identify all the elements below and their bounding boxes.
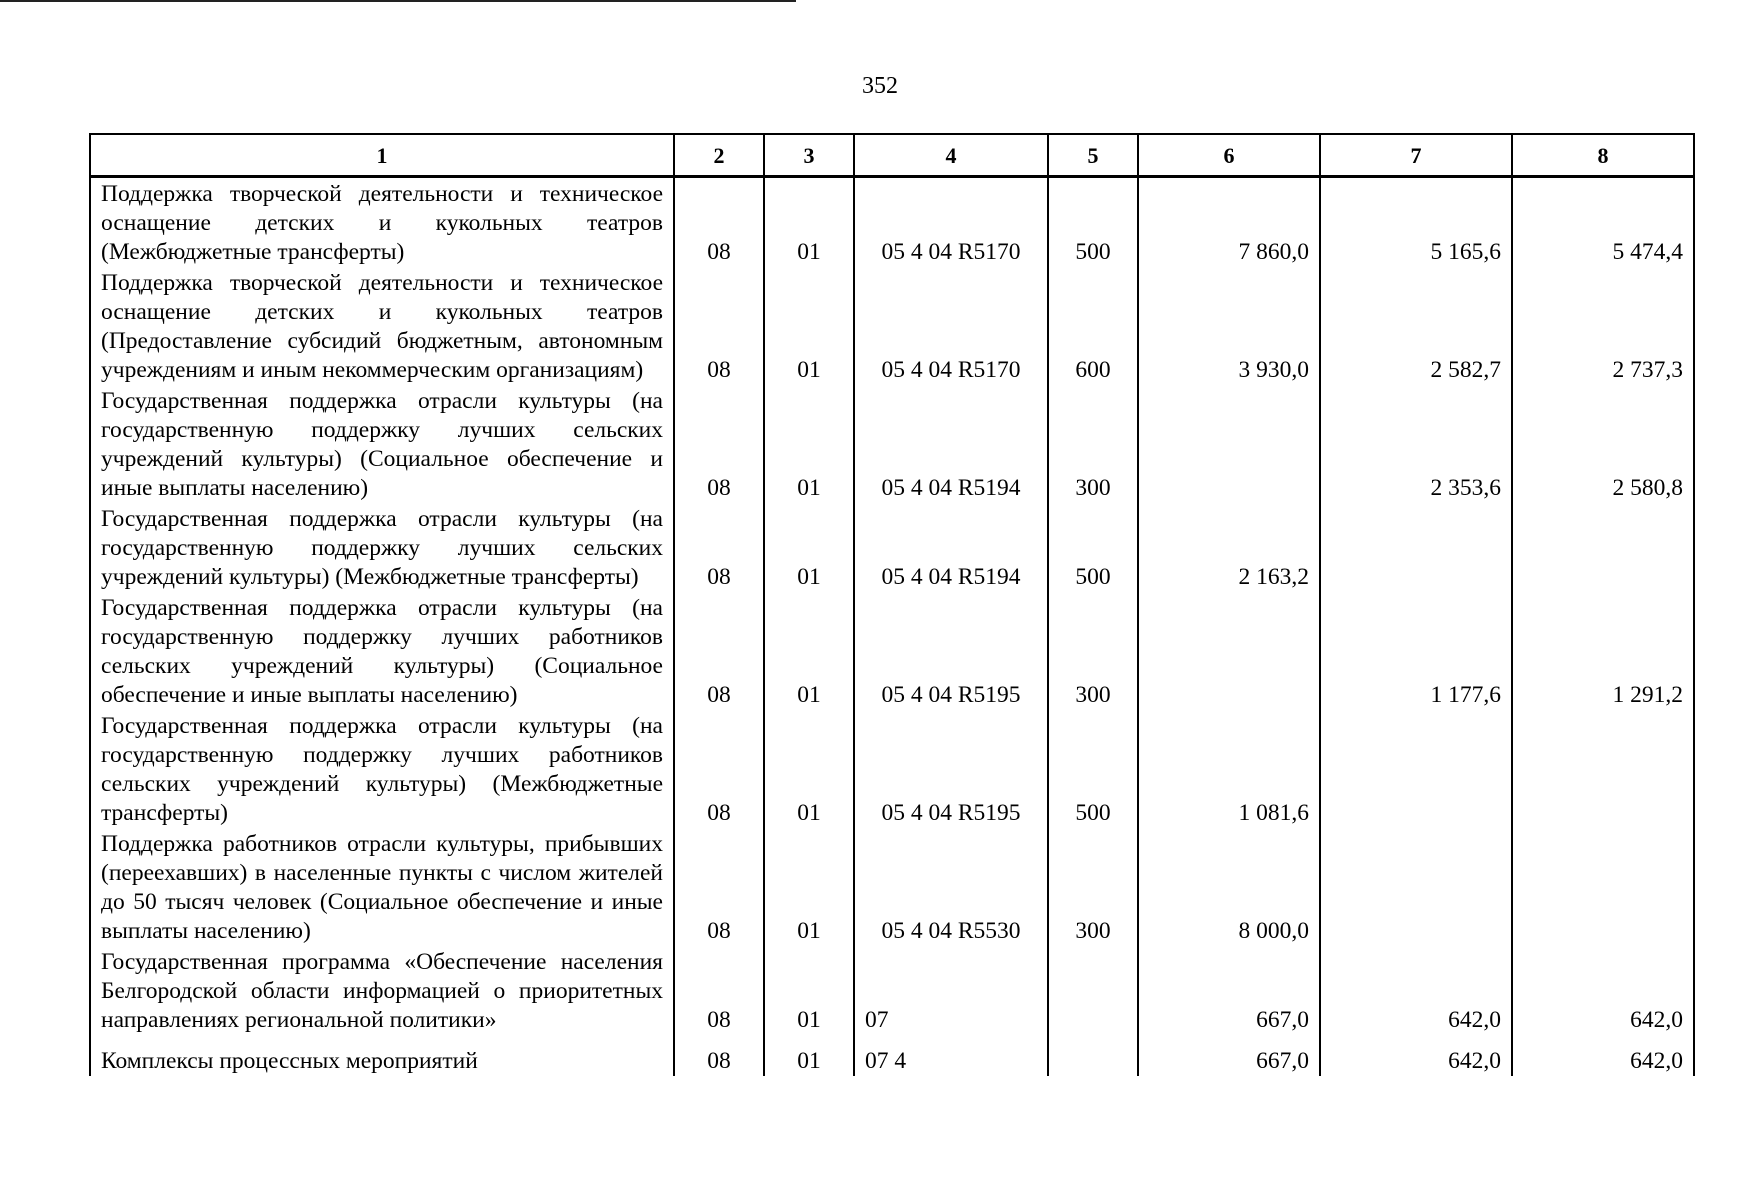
header-row (90, 134, 1694, 177)
budget-table (89, 133, 1695, 1076)
subsection-code: 01 (764, 592, 854, 710)
amount-col-8: 2 737,3 (1512, 267, 1694, 385)
subsection-code: 01 (764, 267, 854, 385)
column-header-1: 1 (90, 134, 674, 177)
amount-col-6: 7 860,0 (1138, 177, 1320, 268)
expense-type-code: 600 (1048, 267, 1138, 385)
amount-col-7: 2 353,6 (1320, 385, 1512, 503)
row-description: Поддержка творческой деятельности и техническое оснащение детских и кукольных театров (Предоставление субсидий бюджетным, автономным учреждениям и иным некоммерческим организациям) (90, 267, 674, 385)
top-rule (0, 0, 796, 2)
expense-type-code: 300 (1048, 592, 1138, 710)
amount-col-7: 1 177,6 (1320, 592, 1512, 710)
amount-col-8: 5 474,4 (1512, 177, 1694, 268)
section-code: 08 (674, 828, 764, 946)
column-header-8: 8 (1512, 134, 1694, 177)
amount-col-7: 5 165,6 (1320, 177, 1512, 268)
subsection-code: 01 (764, 828, 854, 946)
amount-col-6: 1 081,6 (1138, 710, 1320, 828)
column-header-7: 7 (1320, 134, 1512, 177)
section-code: 08 (674, 1035, 764, 1076)
column-header-6: 6 (1138, 134, 1320, 177)
subsection-code: 01 (764, 177, 854, 268)
row-description: Государственная поддержка отрасли культуры (на государственную поддержку лучших сельских учреждений культуры) (Социальное обеспечение и иные выплаты населению) (90, 385, 674, 503)
section-code: 08 (674, 267, 764, 385)
amount-col-8: 642,0 (1512, 1035, 1694, 1076)
table-row (90, 592, 1694, 710)
section-code: 08 (674, 503, 764, 592)
target-article-code: 07 4 (854, 1035, 1048, 1076)
expense-type-code (1048, 946, 1138, 1035)
section-code: 08 (674, 177, 764, 268)
amount-col-8 (1512, 710, 1694, 828)
amount-col-6 (1138, 592, 1320, 710)
amount-col-8 (1512, 503, 1694, 592)
expense-type-code (1048, 1035, 1138, 1076)
row-description: Комплексы процессных мероприятий (90, 1035, 674, 1076)
target-article-code: 05 4 04 R5195 (854, 592, 1048, 710)
column-header-4: 4 (854, 134, 1048, 177)
column-header-2: 2 (674, 134, 764, 177)
section-code: 08 (674, 946, 764, 1035)
table-row (90, 710, 1694, 828)
subsection-code: 01 (764, 1035, 854, 1076)
amount-col-6: 667,0 (1138, 1035, 1320, 1076)
table-row (90, 385, 1694, 503)
target-article-code: 07 (854, 946, 1048, 1035)
amount-col-6: 8 000,0 (1138, 828, 1320, 946)
expense-type-code: 500 (1048, 710, 1138, 828)
amount-col-6: 3 930,0 (1138, 267, 1320, 385)
row-description: Государственная программа «Обеспечение населения Белгородской области информацией о приоритетных направлениях региональной политики» (90, 946, 674, 1035)
table-row (90, 828, 1694, 946)
section-code: 08 (674, 592, 764, 710)
column-header-5: 5 (1048, 134, 1138, 177)
table-row (90, 503, 1694, 592)
amount-col-7 (1320, 828, 1512, 946)
amount-col-6: 2 163,2 (1138, 503, 1320, 592)
amount-col-7: 642,0 (1320, 1035, 1512, 1076)
subsection-code: 01 (764, 710, 854, 828)
row-description: Государственная поддержка отрасли культуры (на государственную поддержку лучших работников сельских учреждений культуры) (Межбюджетные трансферты) (90, 710, 674, 828)
subsection-code: 01 (764, 503, 854, 592)
expense-type-code: 300 (1048, 385, 1138, 503)
target-article-code: 05 4 04 R5170 (854, 177, 1048, 268)
amount-col-6: 667,0 (1138, 946, 1320, 1035)
expense-type-code: 300 (1048, 828, 1138, 946)
row-description: Поддержка творческой деятельности и техническое оснащение детских и кукольных театров (Межбюджетные трансферты) (90, 177, 674, 268)
amount-col-8: 2 580,8 (1512, 385, 1694, 503)
subsection-code: 01 (764, 385, 854, 503)
section-code: 08 (674, 710, 764, 828)
amount-col-8: 642,0 (1512, 946, 1694, 1035)
amount-col-7: 642,0 (1320, 946, 1512, 1035)
column-header-3: 3 (764, 134, 854, 177)
page-number: 352 (862, 73, 898, 99)
row-description: Государственная поддержка отрасли культуры (на государственную поддержку лучших сельских учреждений культуры) (Межбюджетные трансферты) (90, 503, 674, 592)
target-article-code: 05 4 04 R5194 (854, 385, 1048, 503)
amount-col-7 (1320, 503, 1512, 592)
row-description: Поддержка работников отрасли культуры, прибывших (переехавших) в населенные пункты с числом жителей до 50 тысяч человек (Социальное обеспечение и иные выплаты населению) (90, 828, 674, 946)
target-article-code: 05 4 04 R5194 (854, 503, 1048, 592)
table-row (90, 177, 1694, 268)
expense-type-code: 500 (1048, 177, 1138, 268)
target-article-code: 05 4 04 R5170 (854, 267, 1048, 385)
expense-type-code: 500 (1048, 503, 1138, 592)
amount-col-7: 2 582,7 (1320, 267, 1512, 385)
subsection-code: 01 (764, 946, 854, 1035)
section-code: 08 (674, 385, 764, 503)
table-row (90, 267, 1694, 385)
target-article-code: 05 4 04 R5530 (854, 828, 1048, 946)
table-row (90, 946, 1694, 1035)
amount-col-6 (1138, 385, 1320, 503)
table-row (90, 1035, 1694, 1076)
target-article-code: 05 4 04 R5195 (854, 710, 1048, 828)
amount-col-8 (1512, 828, 1694, 946)
row-description: Государственная поддержка отрасли культуры (на государственную поддержку лучших работников сельских учреждений культуры) (Социальное обеспечение и иные выплаты населению) (90, 592, 674, 710)
amount-col-7 (1320, 710, 1512, 828)
amount-col-8: 1 291,2 (1512, 592, 1694, 710)
